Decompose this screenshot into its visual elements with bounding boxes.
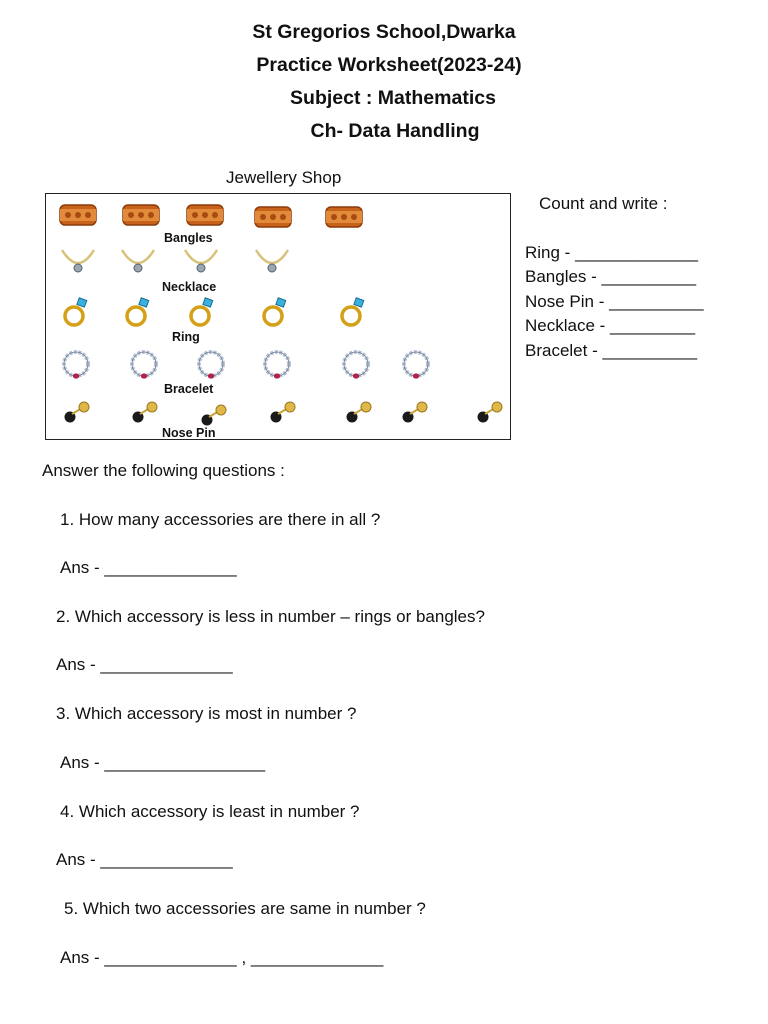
nose-pin-icon: [264, 397, 304, 429]
nose-pin-icon: [340, 397, 380, 429]
chapter-line: Ch- Data Handling: [310, 120, 480, 142]
bangle-icon: [185, 199, 225, 231]
question-3: 3. Which accessory is most in number ?: [56, 704, 357, 723]
nose-pin-row: [46, 397, 510, 447]
question-1: 1. How many accessories are there in all ?: [60, 510, 381, 529]
bangle-icon: [253, 201, 293, 233]
bangle-icon: [58, 199, 98, 231]
worksheet-title: Practice Worksheet(2023-24): [256, 54, 522, 76]
nose-pin-label: Nose Pin: [162, 426, 216, 440]
bangles-row: [46, 198, 510, 248]
necklace-icon: [181, 246, 221, 278]
necklace-row: [46, 246, 510, 296]
ring-row: [46, 296, 510, 346]
nose-pin-icon: [58, 397, 98, 429]
count-item-ring: Ring - _____________: [525, 242, 698, 262]
necklace-label: Necklace: [162, 280, 217, 294]
question-4: 4. Which accessory is least in number ?: [60, 802, 360, 821]
bangle-icon: [121, 199, 161, 231]
ring-icon: [182, 296, 222, 328]
answer-1: Ans - ______________: [60, 558, 237, 577]
necklace-icon: [58, 246, 98, 278]
necklace-icon: [252, 246, 292, 278]
bangle-icon: [324, 201, 364, 233]
count-and-write: [525, 192, 704, 363]
ring-icon: [56, 296, 96, 328]
necklace-icon: [118, 246, 158, 278]
question-5: 5. Which two accessories are same in number ?: [64, 899, 426, 918]
nose-pin-icon: [126, 397, 166, 429]
nose-pin-icon: [396, 397, 436, 429]
subject-line: Subject : Mathematics: [290, 87, 496, 109]
nose-pin-icon: [471, 397, 511, 429]
questions-heading: Answer the following questions :: [42, 461, 285, 480]
bracelet-icon: [396, 348, 436, 380]
shop-title: Jewellery Shop: [226, 168, 342, 187]
count-heading: Count and write :: [539, 194, 668, 213]
answer-4: Ans - ______________: [56, 850, 233, 869]
count-item-bangles: Bangles - __________: [525, 267, 697, 286]
bracelet-icon: [257, 348, 297, 380]
school-name: St Gregorios School,Dwarka: [252, 21, 516, 43]
bracelet-icon: [191, 348, 231, 380]
ring-icon: [255, 296, 295, 328]
jewellery-pictograph: [45, 193, 511, 440]
bracelet-row: [46, 348, 510, 398]
answer-5: Ans - ______________ , ______________: [60, 948, 384, 967]
question-2: 2. Which accessory is less in number – rings or bangles?: [56, 607, 485, 626]
bangles-label: Bangles: [164, 231, 213, 245]
count-item-nose-pin: Nose Pin - __________: [525, 291, 704, 311]
ring-icon: [333, 296, 373, 328]
count-item-bracelet: Bracelet - __________: [525, 340, 698, 360]
bracelet-icon: [336, 348, 376, 380]
ring-icon: [118, 296, 158, 328]
answer-3: Ans - _________________: [60, 753, 266, 772]
bracelet-icon: [124, 348, 164, 380]
bracelet-icon: [56, 348, 96, 380]
count-item-necklace: Necklace - _________: [525, 316, 696, 335]
ring-label: Ring: [172, 330, 200, 344]
answer-2: Ans - ______________: [56, 655, 233, 674]
worksheet-header: [0, 16, 768, 148]
bracelet-label: Bracelet: [164, 382, 214, 396]
